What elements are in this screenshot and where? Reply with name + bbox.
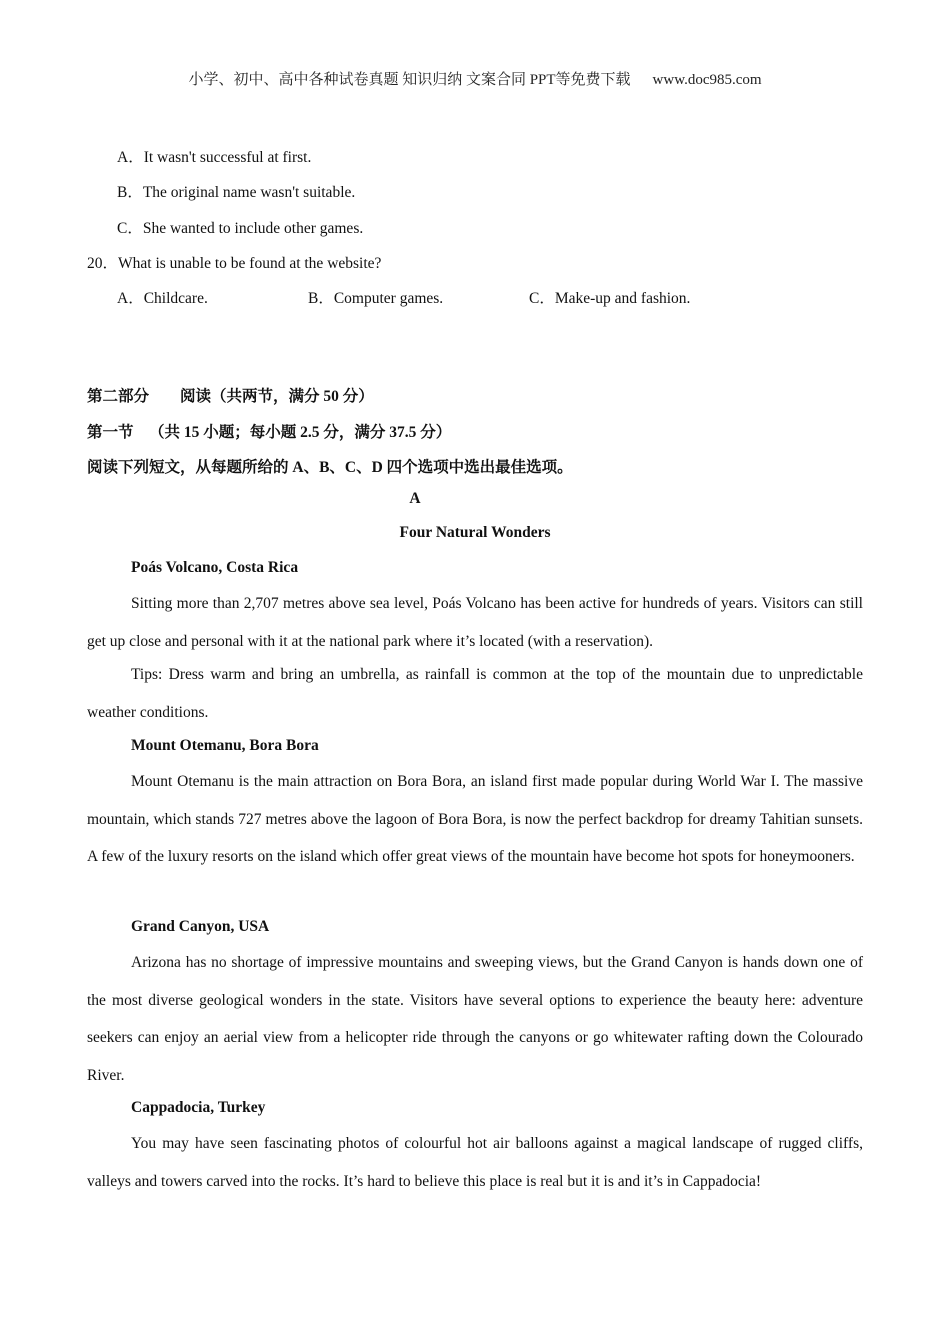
section-heading: Cappadocia, Turkey (131, 1099, 266, 1116)
section-heading: Poás Volcano, Costa Rica (131, 559, 299, 576)
paragraph: You may have seen fascinating photos of colourful hot air balloons against a magical landscape of rugged cliffs, valleys and towers carved into the rocks. It’s hard to believe this place is real but it is and it’s in Cappadocia! (87, 1135, 863, 1190)
q20-option-b: B．Computer games. (308, 290, 444, 307)
paragraph: Arizona has no shortage of impressive mountains and sweeping views, but the Grand Canyon is hands down one of the most diverse geological wonders in the state. Visitors have several options to experience the beauty here: adventure seekers can enjoy an aerial view from a helicopter ride through the canyons or go whitewater rafting down the Colourado River. (87, 954, 863, 1084)
q19-option-b: B．The original name wasn't suitable. (117, 184, 356, 201)
section-part-heading: 第二部分 阅读（共两节，满分 50 分） (87, 388, 374, 405)
section-heading: Grand Canyon, USA (131, 918, 270, 935)
q19-option-c: C．She wanted to include other games. (117, 220, 364, 237)
header-site: www.doc985.com (652, 72, 762, 88)
passage-letter: A (409, 490, 421, 507)
paragraph: Mount Otemanu is the main attraction on Bora Bora, an island first made popular during World War I. The massive mountain, which stands 727 metres above the lagoon of Bora Bora, is now the perfect backdrop for dreamy Tahitian sunsets. A few of the luxury resorts on the island which offer great views of the mountain have become hot spots for honeymooners. (87, 773, 863, 865)
section-subsection-heading: 第一节 （共 15 小题；每小题 2.5 分，满分 37.5 分） (87, 424, 452, 441)
page-header (0, 68, 950, 89)
section-instruction: 阅读下列短文，从每题所给的 A、B、C、D 四个选项中选出最佳选项。 (87, 459, 573, 476)
q20-option-c: C．Make-up and fashion. (529, 290, 691, 307)
paragraph: Sitting more than 2,707 metres above sea level, Poás Volcano has been active for hundreds of years. Visitors can still get up close and personal with it at the national park where it’s located (with a reservation). (87, 595, 863, 650)
section-heading: Mount Otemanu, Bora Bora (131, 737, 319, 754)
q20-stem: 20．What is unable to be found at the website? (87, 255, 382, 272)
q19-option-a: A．It wasn't successful at first. (117, 149, 312, 166)
paragraph: Tips: Dress warm and bring an umbrella, as rainfall is common at the top of the mountain due to unpredictable weather conditions. (87, 666, 863, 721)
passage-title: Four Natural Wonders (399, 524, 551, 541)
header-text: 小学、初中、高中各种试卷真题 知识归纳 文案合同 PPT等免费下载 (188, 72, 631, 88)
q20-option-a: A．Childcare. (117, 290, 208, 307)
